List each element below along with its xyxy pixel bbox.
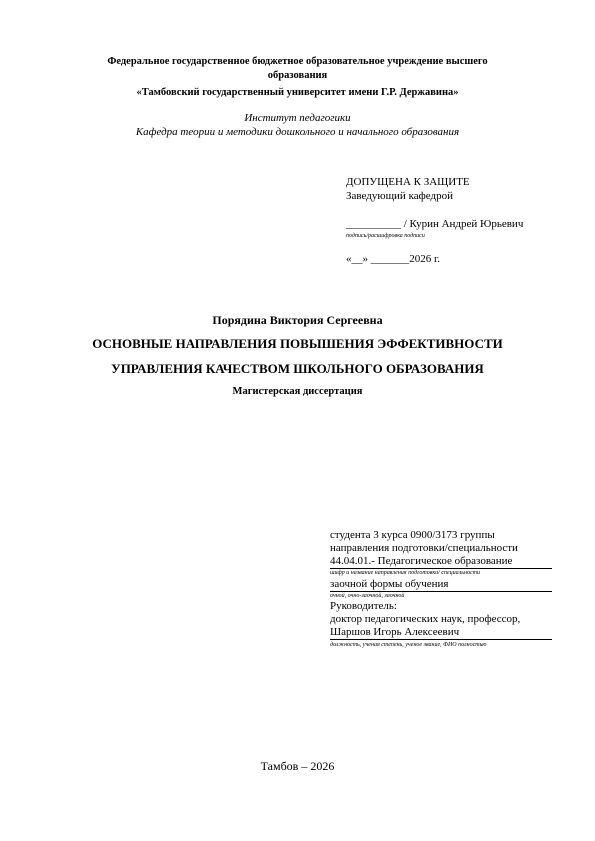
- approval-role: Заведующий кафедрой: [346, 190, 453, 202]
- student-direction-label: направления подготовки/специальности: [330, 542, 518, 554]
- signature-caption: подпись/расшифровка подписи: [346, 233, 425, 239]
- header-line-2: образования: [267, 70, 328, 81]
- supervisor-caption: должность, ученая степень, ученое звание, ФИО полностью: [330, 642, 487, 648]
- student-course: студента 3 курса 0900/3173 группы: [330, 529, 495, 541]
- direction-caption: шифр и название направления подготовки/ специальности: [330, 570, 480, 576]
- header-line-1: Федеральное государственное бюджетное образовательное учреждение высшего: [107, 56, 488, 67]
- department-name: Кафедра теории и методики дошкольного и начального образования: [135, 126, 460, 138]
- approval-title: ДОПУЩЕНА К ЗАЩИТЕ: [346, 176, 470, 188]
- study-form: заочной формы обучения: [330, 578, 552, 592]
- study-form-caption: очной, очно-заочной, заочной: [330, 593, 405, 599]
- institute-name: Институт педагогики: [244, 112, 351, 124]
- student-direction: 44.04.01.- Педагогическое образование: [330, 555, 552, 569]
- signature-line: __________ / Курин Андрей Юрьевич: [346, 218, 524, 230]
- thesis-type: Магистерская диссертация: [232, 386, 363, 397]
- thesis-title-line-2: УПРАВЛЕНИЯ КАЧЕСТВОМ ШКОЛЬНОГО ОБРАЗОВАНИЯ: [111, 361, 484, 376]
- thesis-title-line-1: ОСНОВНЫЕ НАПРАВЛЕНИЯ ПОВЫШЕНИЯ ЭФФЕКТИВНОСТИ: [92, 336, 503, 351]
- supervisor-name: Шаршов Игорь Алексеевич: [330, 626, 552, 640]
- supervisor-label: Руководитель:: [330, 600, 397, 612]
- approval-date: «__» _______2026 г.: [346, 253, 441, 265]
- city-year: Тамбов – 2026: [260, 759, 335, 773]
- author-name: Порядина Виктория Сергеевна: [212, 313, 383, 327]
- university-name: «Тамбовский государственный университет имени Г.Р. Державина»: [136, 87, 459, 98]
- supervisor-degree: доктор педагогических наук, профессор,: [330, 613, 521, 625]
